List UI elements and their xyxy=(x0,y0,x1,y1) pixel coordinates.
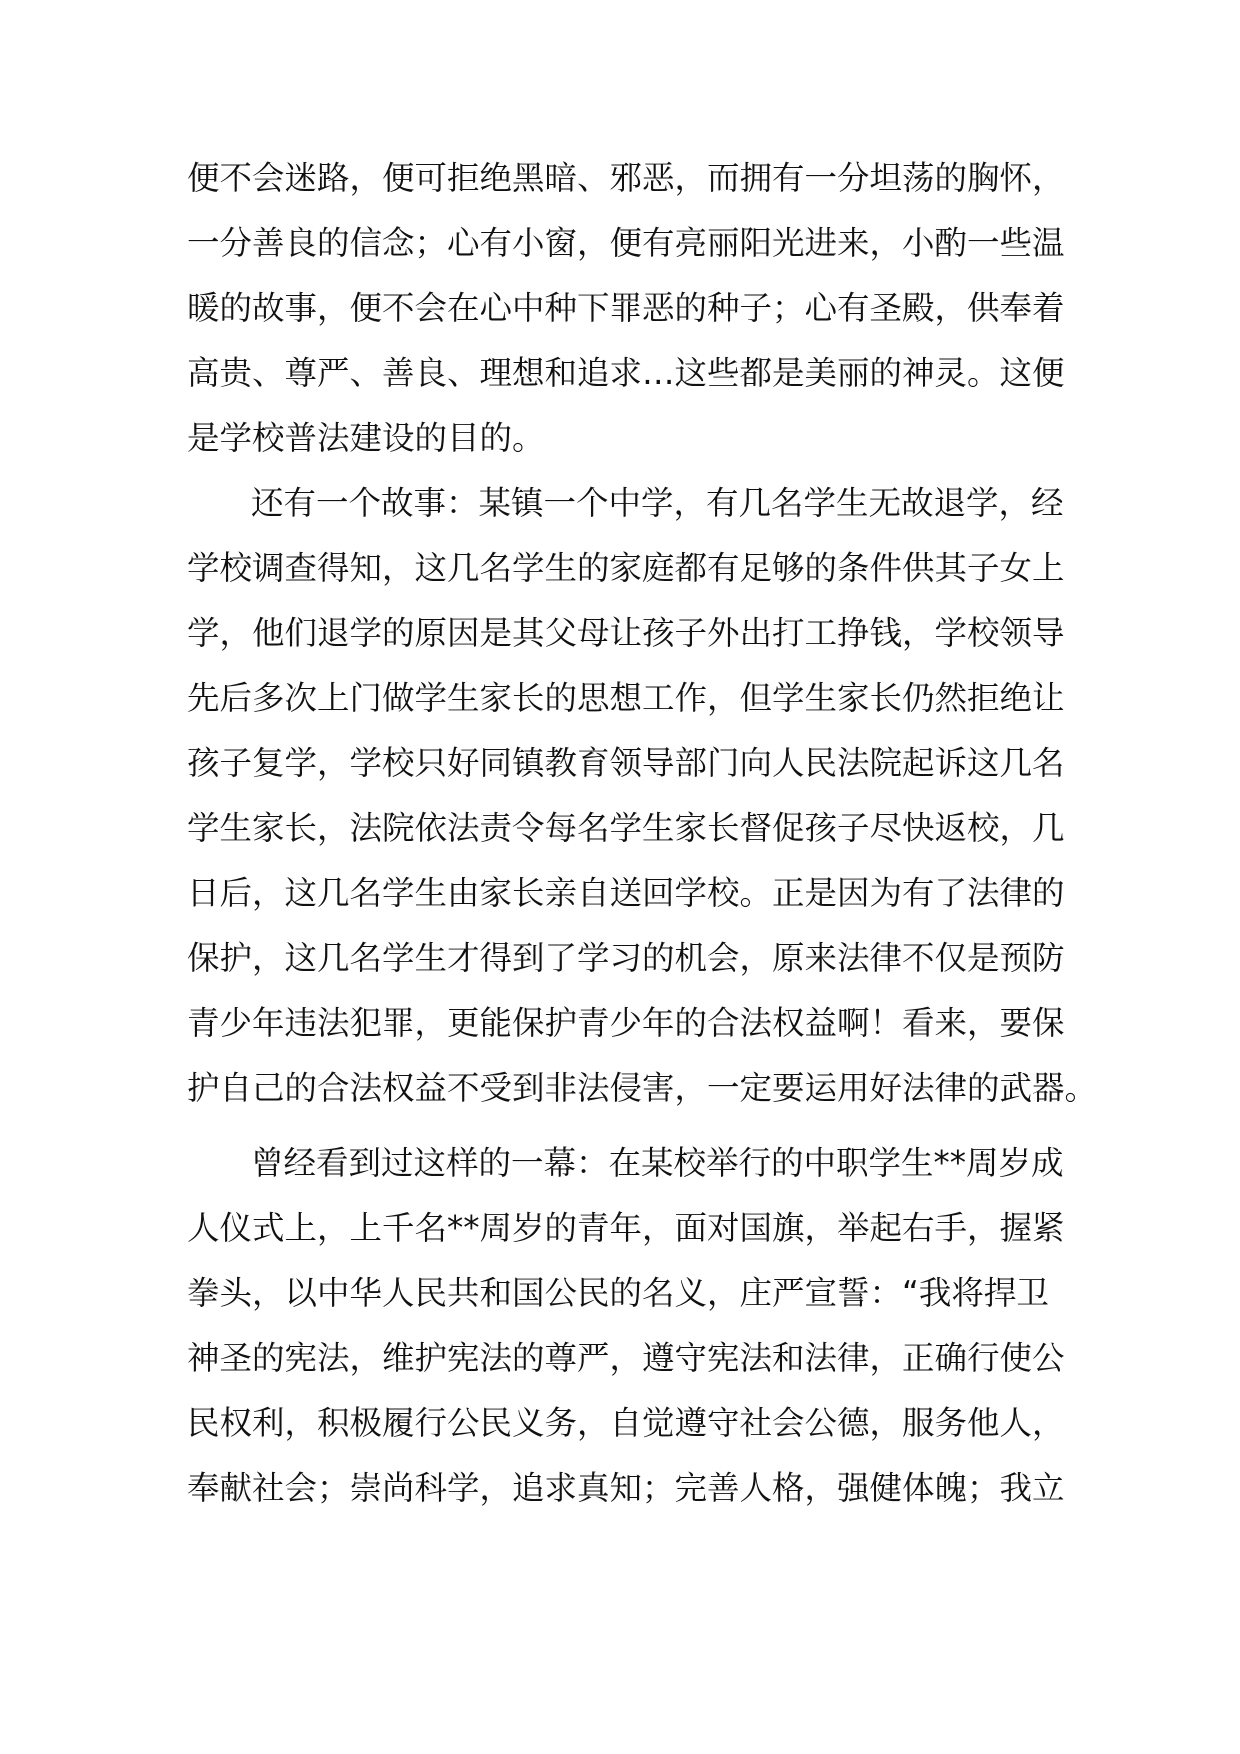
text-line: 孩子复学，学校只好同镇教育领导部门向人民法院起诉这几名 xyxy=(187,744,1065,782)
text-line: 学生家长，法院依法责令每名学生家长督促孩子尽快返校，几 xyxy=(187,809,1065,847)
paragraph-2 xyxy=(187,471,1098,1121)
text-line: 拳头，以中华人民共和国公民的名义，庄严宣誓：“我将捍卫 xyxy=(187,1274,1049,1312)
text-line: 学，他们退学的原因是其父母让孩子外出打工挣钱，学校领导 xyxy=(187,614,1065,652)
text-line: 神圣的宪法，维护宪法的尊严，遵守宪法和法律，正确行使公 xyxy=(187,1339,1065,1377)
text-line: 还有一个故事：某镇一个中学，有几名学生无故退学，经 xyxy=(251,484,1064,522)
text-line: 青少年违法犯罪，更能保护青少年的合法权益啊！看来，要保 xyxy=(187,1004,1065,1042)
text-line: 学校调查得知，这几名学生的家庭都有足够的条件供其子女上 xyxy=(187,549,1065,587)
text-line: 是学校普法建设的目的。 xyxy=(187,419,545,457)
text-line: 一分善良的信念；心有小窗，便有亮丽阳光进来，小酌一些温 xyxy=(187,224,1065,262)
text-line: 人仪式上，上千名**周岁的青年，面对国旗，举起右手，握紧 xyxy=(187,1209,1065,1247)
text-line: 曾经看到过这样的一幕：在某校举行的中职学生**周岁成 xyxy=(251,1144,1064,1182)
text-line: 民权利，积极履行公民义务，自觉遵守社会公德，服务他人， xyxy=(187,1404,1065,1442)
text-line: 暖的故事，便不会在心中种下罪恶的种子；心有圣殿，供奉着 xyxy=(187,289,1065,327)
paragraph-1 xyxy=(187,146,1067,471)
text-line: 高贵、尊严、善良、理想和追求…这些都是美丽的神灵。这便 xyxy=(187,354,1065,392)
paragraph-3 xyxy=(187,1131,1067,1521)
text-line: 护自己的合法权益不受到非法侵害，一定要运用好法律的武器。 xyxy=(187,1069,1098,1107)
text-line: 日后，这几名学生由家长亲自送回学校。正是因为有了法律的 xyxy=(187,874,1065,912)
text-line: 奉献社会；崇尚科学，追求真知；完善人格，强健体魄；我立 xyxy=(187,1469,1065,1507)
text-line: 保护，这几名学生才得到了学习的机会，原来法律不仅是预防 xyxy=(187,939,1065,977)
text-line: 先后多次上门做学生家长的思想工作，但学生家长仍然拒绝让 xyxy=(187,679,1065,717)
text-line: 便不会迷路，便可拒绝黑暗、邪恶，而拥有一分坦荡的胸怀， xyxy=(187,159,1065,197)
